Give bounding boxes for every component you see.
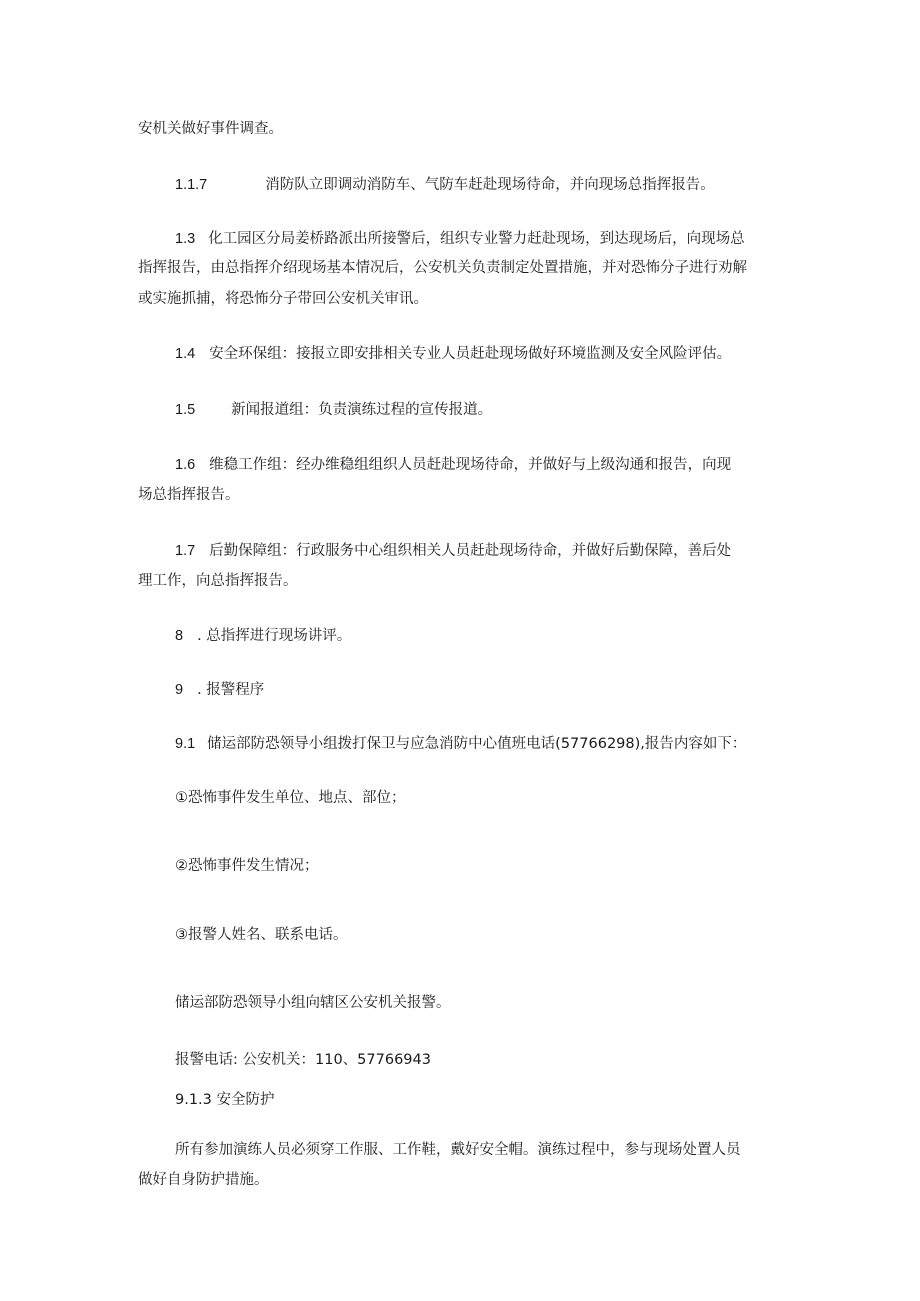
section-number: 8 bbox=[175, 628, 184, 644]
paragraph-text: 理工作，向总指挥报告。 bbox=[138, 573, 298, 589]
paragraph-9 bbox=[175, 680, 825, 700]
paragraph-text: 化工园区分局姜桥路派出所接警后，组织专业警力赶赴现场，到达现场后，向现场总 bbox=[208, 231, 745, 247]
paragraph-1-3-line1 bbox=[175, 229, 825, 249]
list-item: ②恐怖事件发生情况； bbox=[175, 858, 319, 874]
paragraph-1-6-line1 bbox=[175, 455, 825, 475]
section-number: 1.7 bbox=[175, 543, 196, 559]
list-item: ③报警人姓名、联系电话。 bbox=[175, 927, 348, 943]
paragraph-text: 储运部防恐领导小组拨打保卫与应急消防中心值班电话(57766298),报告内容如下： bbox=[207, 736, 747, 752]
paragraph-text: 所有参加演练人员必须穿工作服、工作鞋，戴好安全帽。演练过程中，参与现场处置人员 bbox=[175, 1142, 741, 1158]
section-number: 9.1 bbox=[175, 736, 196, 752]
section-number: 9 bbox=[175, 682, 184, 698]
section-number: 1.3 bbox=[175, 231, 196, 247]
section-heading: 9.1.3 安全防护 bbox=[175, 1092, 275, 1108]
paragraph-text: 储运部防恐领导小组向辖区公安机关报警。 bbox=[175, 995, 451, 1011]
paragraph-text: 指挥报告，由总指挥介绍现场基本情况后，公安机关负责制定处置措施，并对恐怖分子进行劝解 bbox=[138, 260, 747, 276]
list-item: ①恐怖事件发生单位、地点、部位； bbox=[175, 790, 406, 806]
paragraph-text: . 报警程序 bbox=[197, 682, 265, 698]
paragraph-text: 安全环保组：接报立即安排相关专业人员赶赴现场做好环境监测及安全风险评估。 bbox=[209, 346, 732, 362]
section-number: 1.1.7 bbox=[175, 177, 208, 193]
paragraph-text: 场总指挥报告。 bbox=[138, 487, 240, 503]
section-number: 1.4 bbox=[175, 346, 196, 362]
paragraph-9-1 bbox=[175, 734, 825, 754]
paragraph-1-1-7 bbox=[175, 175, 825, 195]
alarm-phone-line: 报警电话: 公安机关：110、57766943 bbox=[175, 1052, 431, 1068]
paragraph-text: 安机关做好事件调查。 bbox=[138, 121, 283, 137]
section-number: 1.5 bbox=[175, 402, 196, 418]
paragraph-8 bbox=[175, 626, 825, 646]
section-number: 1.6 bbox=[175, 457, 196, 473]
paragraph-text: . 总指挥进行现场讲评。 bbox=[197, 628, 352, 644]
paragraph-text: 维稳工作组：经办维稳组组织人员赶赴现场待命，并做好与上级沟通和报告，向现 bbox=[209, 457, 732, 473]
paragraph-text: 后勤保障组：行政服务中心组织相关人员赶赴现场待命，并做好后勤保障，善后处 bbox=[209, 543, 732, 559]
paragraph-1-5 bbox=[175, 400, 825, 420]
paragraph-1-7-line1 bbox=[175, 541, 825, 561]
paragraph-1-4 bbox=[175, 344, 825, 364]
paragraph-text: 新闻报道组：负责演练过程的宣传报道。 bbox=[231, 402, 493, 418]
paragraph-text: 做好自身防护措施。 bbox=[138, 1172, 269, 1188]
paragraph-text: 消防队立即调动消防车、气防车赶赴现场待命，并向现场总指挥报告。 bbox=[265, 177, 715, 193]
paragraph-text: 或实施抓捕，将恐怖分子带回公安机关审讯。 bbox=[138, 291, 428, 307]
